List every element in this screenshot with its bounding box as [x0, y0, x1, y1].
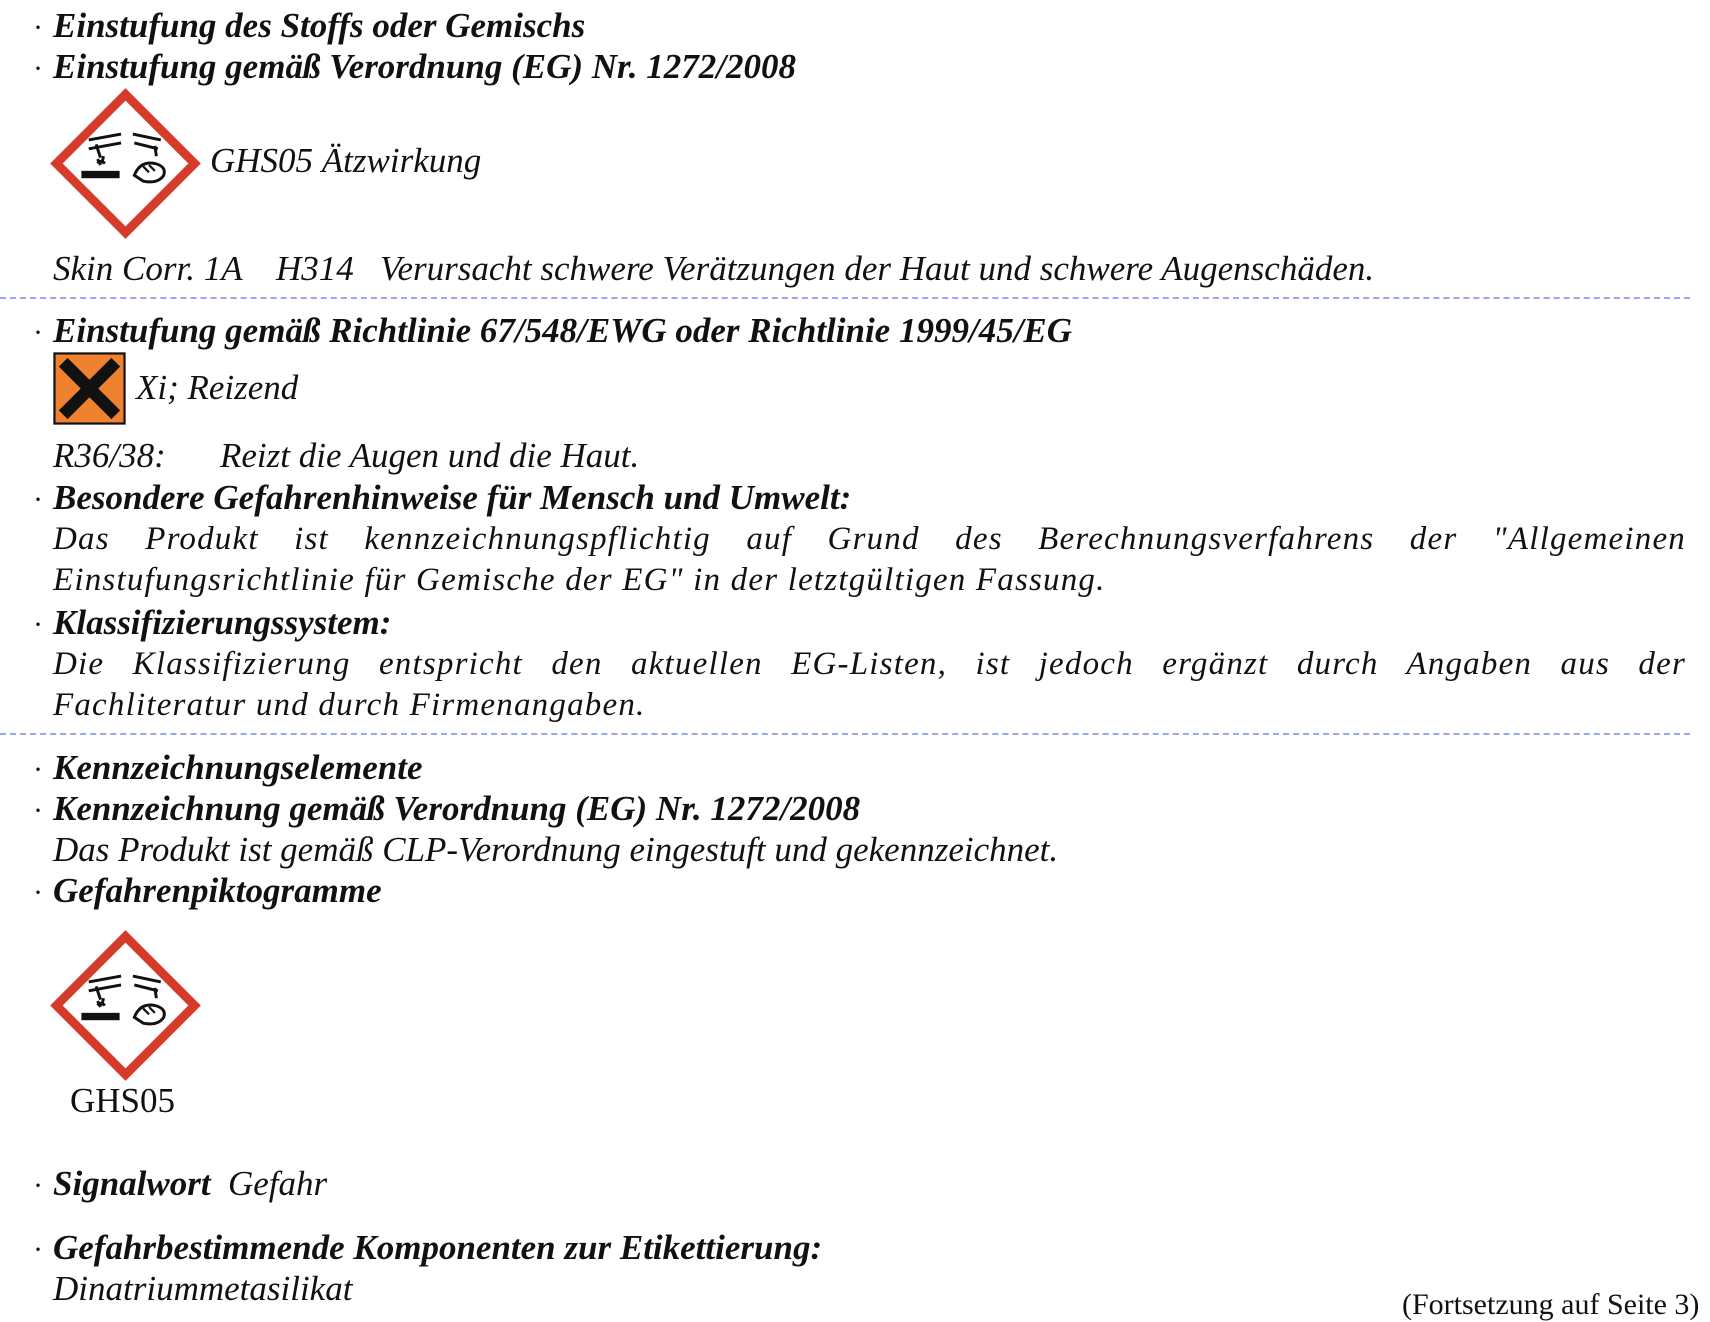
xi-irritant-icon	[53, 352, 126, 425]
clp-labelling-text: Das Produkt ist gemäß CLP-Verordnung eingestuft und gekennzeichnet.	[53, 830, 1059, 869]
classification-system-line-1: Die Klassifizierung entspricht den aktuellen EG-Listen, ist jedoch ergänzt durch Angaben aus der	[53, 646, 1686, 682]
ghs05-corrosion-icon	[52, 932, 199, 1079]
clp-pictogram-label: GHS05 Ätzwirkung	[210, 141, 482, 180]
section-separator	[0, 297, 1690, 299]
hazards-text-line-1: Das Produkt ist kennzeichnungspflichtig auf Grund des Berechnungsverfahrens der "Allgemeinen	[53, 521, 1686, 557]
hazard-component: Dinatriummetasilikat	[53, 1269, 353, 1308]
ghs05-corrosion-icon	[52, 90, 199, 237]
continuation-note: (Fortsetzung auf Seite 3)	[1402, 1288, 1700, 1321]
ghs05-pictogram-code: GHS05	[70, 1081, 176, 1120]
hazards-text-line-2: Einstufungsrichtlinie für Gemische der EG" in der letztgültigen Fassung.	[53, 562, 1106, 598]
section-separator	[0, 733, 1690, 735]
xi-symbol-label: Xi; Reizend	[136, 368, 299, 407]
classification-system-line-2: Fachliteratur und durch Firmenangaben.	[53, 687, 646, 723]
sds-page: · Einstufung des Stoffs oder Gemischs · Einstufung gemäß Verordnung (EG) Nr. 1272/2008 GHS05 Ätzwirkung Skin Corr. 1A H314 Verursacht schwere Verätzungen der Haut und schwere Augenschäden. · Einstufung gemäß Richtlinie 67/548/EWG oder Richtlinie 1999/45/EG Xi; Reizend R36/38: Reizt die Augen und die Haut. · Besondere Gefahrenhinweise für Mensch und Umwelt: Das Produkt ist kennzeichnungspflichtig auf Grund des Berechnungsverfahrens der "Allgemeinen Einstufungsrichtlinie für Gemische der EG" in der letztgültigen Fassung. · Klassifizierungssystem: Die Klassifizierung entspricht den aktuellen EG-Listen, ist jedoch ergänzt durch Angaben aus der Fachliteratur und durch Firmenangaben. · Kennzeichnungselemente · Kennzeichnung gemäß Verordnung (EG) Nr. 1272/2008 Das Produkt ist gemäß CLP-Verordnung eingestuft und gekennzeichnet. · Gefahrenpiktogramme GHS05 · Signalwort Gefahr · Gefahrbestimmende Komponenten zur Etikettierung: Dinatriummetasilikat (Fortsetzung auf Seite 3)	[0, 0, 1710, 1304]
